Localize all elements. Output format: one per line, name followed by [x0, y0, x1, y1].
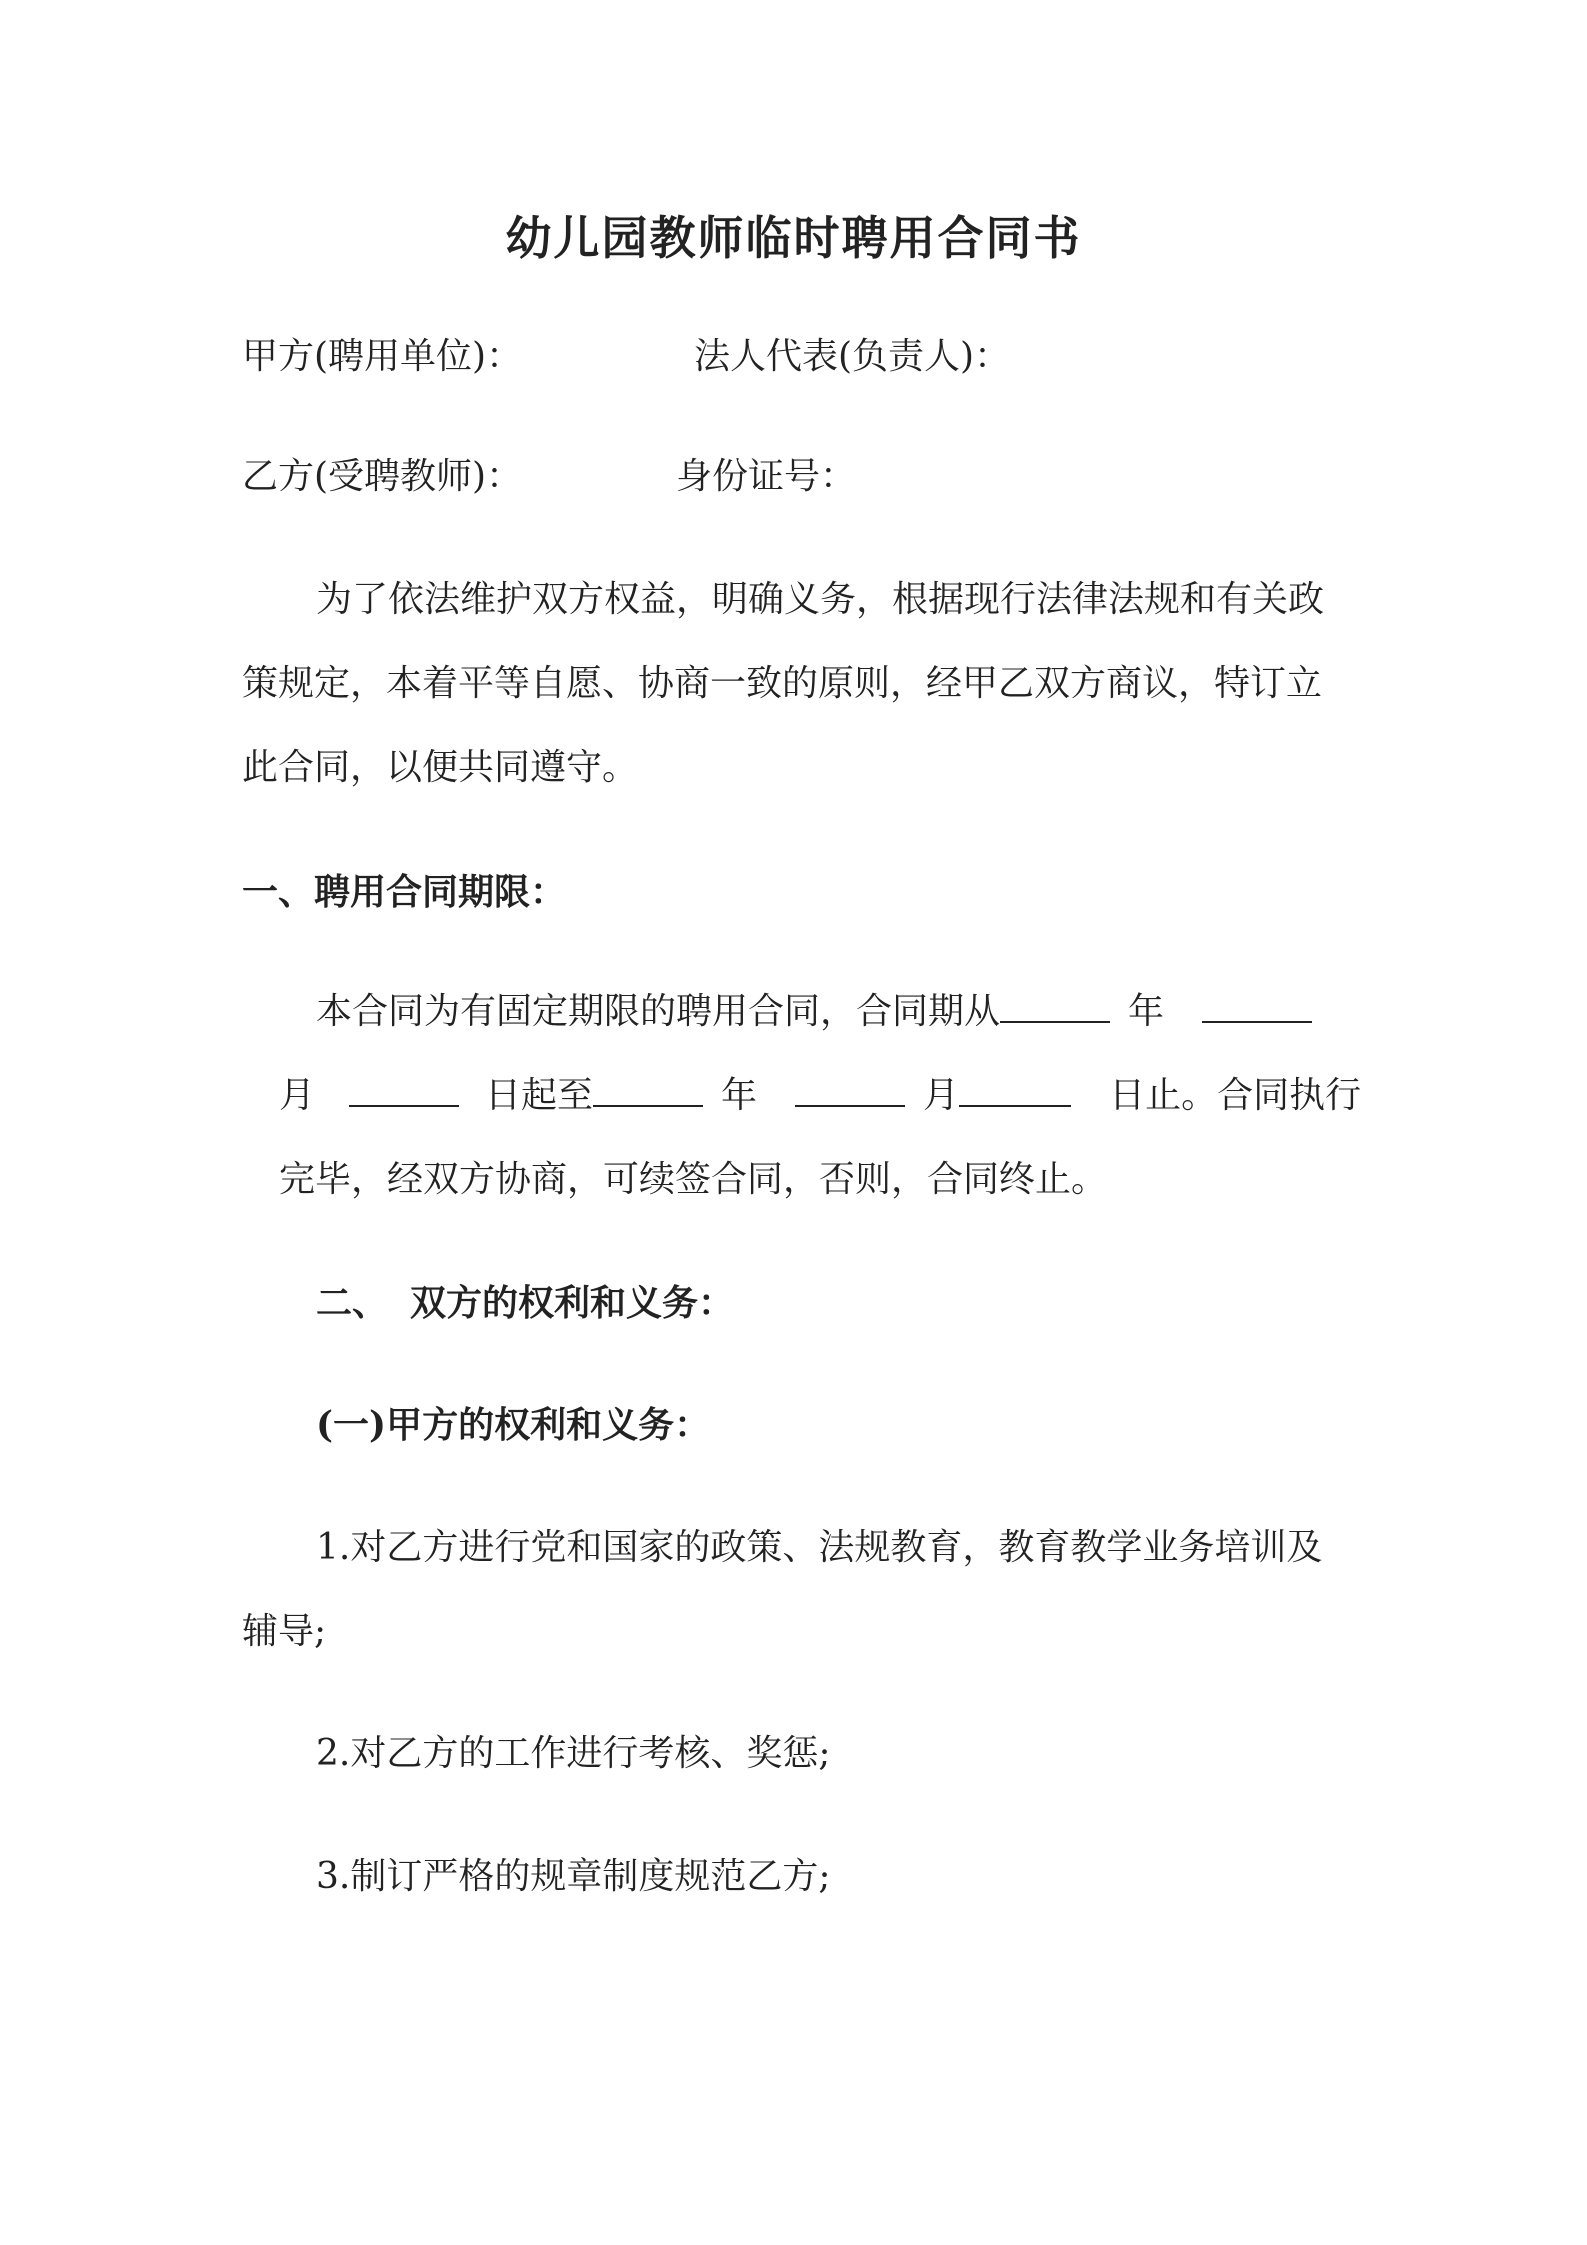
item-2: 2.对乙方的工作进行考核、奖惩;: [316, 1733, 831, 1774]
day-from-label: 日起至: [485, 1075, 594, 1116]
month-label-1: 月: [279, 1075, 316, 1116]
year-label-2: 年: [721, 1075, 758, 1116]
term-prefix: 本合同为有固定期限的聘用合同，合同期从: [316, 991, 1001, 1032]
intro-line-1: 为了依法维护双方权益，明确义务，根据现行法律法规和有关政: [316, 579, 1325, 620]
end-month-blank: [795, 1075, 905, 1107]
document-title: 幼儿园教师临时聘用合同书: [505, 211, 1082, 265]
start-day-blank: [349, 1075, 459, 1107]
party-a-rep-label: 法人代表(负责人)：: [694, 336, 1011, 377]
term-line-2: [279, 1074, 1361, 1118]
end-year-blank: [593, 1075, 703, 1107]
party-a-label: 甲方(聘用单位)：: [242, 336, 523, 377]
section2-heading: [316, 1281, 734, 1325]
party-b-label: 乙方(受聘教师)：: [242, 456, 523, 497]
intro-line-3: 此合同，以便共同遵守。: [242, 747, 639, 788]
end-day-blank: [959, 1075, 1071, 1107]
month-label-2: 月: [923, 1075, 960, 1116]
intro-line-2: 策规定，本着平等自愿、协商一致的原则，经甲乙双方商议，特订立: [242, 663, 1323, 704]
item-1-line-1: 1.对乙方进行党和国家的政策、法规教育，教育教学业务培训及: [316, 1527, 1323, 1568]
section1-heading: 一、聘用合同期限：: [242, 871, 567, 913]
item-3: 3.制订严格的规章制度规范乙方;: [316, 1856, 831, 1897]
item-1-line-2: 辅导;: [242, 1611, 327, 1652]
start-year-blank: [1000, 991, 1110, 1023]
term-line-3: 完毕，经双方协商，可续签合同，否则，合同终止。: [279, 1159, 1108, 1200]
day-to-label: 日止。合同执行: [1109, 1075, 1362, 1116]
section2-heading-num: 二、: [316, 1282, 389, 1324]
section2-heading-text: 双方的权利和义务：: [410, 1282, 735, 1324]
section2-subheading: (一)甲方的权利和义务：: [316, 1404, 711, 1446]
year-label-1: 年: [1128, 991, 1165, 1032]
party-b-id-label: 身份证号：: [676, 456, 857, 497]
term-line-1: [316, 990, 1312, 1034]
start-month-blank: [1202, 991, 1312, 1023]
